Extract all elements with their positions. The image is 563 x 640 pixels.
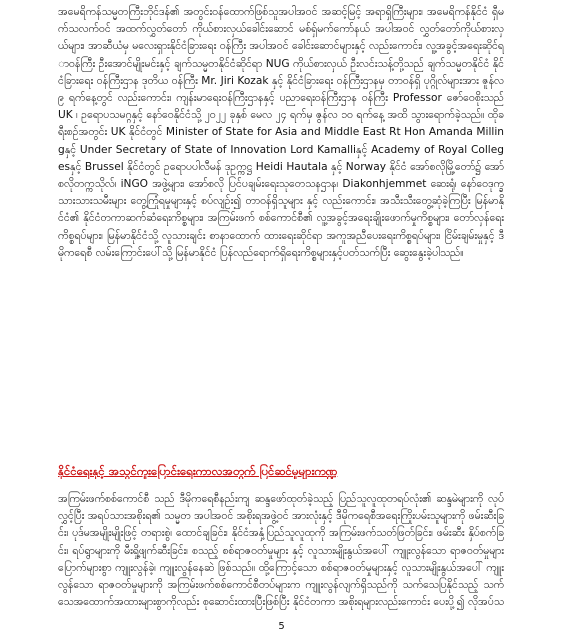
body-paragraph-transition: အကြမ်းဖက်စစ်ကောင်စီ သည် ဒီမိုကရေစီနည်းကျ ဆန္ဒဖော်ထုတ်ခဲ့သည့် ပြည်သူလူထုတရပ်လုံး၏ ဆန္ဒမဲများကို လုပ်လွှင့်ပြီး အရပ်သားအစိုးရ၏ သမ္မတ အပါအဝင် အစိုးရအဖွဲ့ဝင် အားလုံးနှင့် ဒီမိုကရေစီအရေးကြိုးပမ်းသူများကို ဖမ်းဆီးခြင်း၊ ပုဒ်မအမျိုးမျိုးဖြင့် တရားစွဲ၊ ထောင်ချခြင်း၊ နိုင်ငံအနှံ့ပြည်သူလူထုကို အကြမ်းဖက်သတ်ဖြတ်ခြင်း၊ ဖမ်းဆီး နှိပ်စက်ခြင်း၊ ရပ်ရွာများကို မီးရှို့ဖျက်ဆီးခြင်း၊ စသည့် စစ်ရာဇဝတ်မှုများ နှင့် လူသားမျိုးနွယ်အပေါ် ကျူးလွန်သော ရာဇဝတ်မှုများ ပြောက်များစွာ ကျူးလွန်ခဲ့၊ ကျူးလွန်နေဆဲ ဖြစ်သည်။ ထို့ကြောင့်သော စစ်ရာဇဝတ်မှုများနှင့် လူသားမျိုးနွယ်အပေါ် ကျူးလွန်သော ရာဇဝတ်မှုများကို အကြမ်းဖက်စစ်ကောင်စီတပ်များက ကျူးလွန်လျက်ရှိသည်ကို သက်သေပြနိုင်သည့် သက်သေအထောက်အထားများစွာကိုလည်း စုဆောင်းထားပြီးဖြစ်ပြီး နိုင်ငံတကာ အစိုးရများလည်းကောင်း ပေးပို့၍ လိုအပ်	[58, 493, 504, 609]
body-paragraph-meetings: အမေရိကန်သမ္မတကြီးဘိုင်ဒန်၏ အတွင်းဝန်ထောက်ဖြစ်သူအပါအဝင် အဆင့်မြင့် အရာရှိကြီးများ၊ အမေရိကန်နိုင်ငံ ရှီမက်သလက်ဝင် အထက်လွှတ်တော် ကိုယ်စားလှယ်ခေါင်းဆောင် မစ်ရှ်မက်ကော်နယ် အပါအဝင် လွှတ်တော်ကိုယ်စားလှယ်များ၊ အာဆီယံမှ မလေးရှားနိုင်ငံခြားရေး ဝန်ကြီး အပါအဝင် ခေါင်းဆောင်များနှင့် လည်းကောင်း၊ လူ့အခွင့်အရေးဆိုင်ရာဝန်ကြီး ဦးအောင်မျိုးမင်းနှင့် ချက်သမ္မတနိုင်ငံဆိုင်ရာ NUG ကိုယ်စားလှယ် ဦးလင်းသန့်တို့သည် ချက်သမ္မတနိုင်ငံ နိုင်ငံခြားရေး ဝန်ကြီးဌာန ဒုတိယ ဝန်ကြီး Mr. Jiri Kozak နှင့် နိုင်ငံခြားရေး ဝန်ကြီးဌာနမှ တာဝန်ရှိ ပုဂ္ဂိုလ်များအား ဇူန်လ ၉ ရက်နေ့တွင် လည်းကောင်း၊ ကျန်းမာရေးဝန်ကြီးဌာနနှင့် ပညာရေးဝန်ကြီးဌာန ဝန်ကြီး Professor ဇော်ဝေစိုးသည် UK ၊ ဥရောပသမဂ္ဂနှင့် နော်ဝေနိုင်ငံသို့ ၂၀၂၂ ခုနှစ် မေလ ၂၄ ရက်မှ ဇွန်လ ၁၀ ရက်နေ့ အထိ သွားရောက်ခဲ့သည်။ ထိုခရီးစဉ်အတွင်း UK နိုင်ငံတွင် Minister of State for Asia and Middle East Rt Hon Amanda Millingနှင့် Under Secretary of State of Innovation Lord Kamalliနှင့် Academy of Royal Collegesနှင့် Brussel နိုင်ငံတွင် ဥရောပပါလီမန် ဒုဥက္ကဋ္ဌ Heidi Hautala နှင့် Norway နိုင်ငံ အော်စလိုမြို့တော်၌ အော်စလိုတက္ကသိုလ်၊ iNGO အဖွဲ့များ၊ အော်စလို ပြင်ပချမ်းရေးသုတေသနဌာန၊ Diakonhjemmet ဆေးရုံ၊ နော်ဝေဒုက္ခသားသားသမီးများ တွေ့ကြုံရမှုများနှင့် စပ်လျဉ်း၍ တာဝန်ရှိသူများ နှင့် လည်းကောင်း၊ အသီးသီးတွေ့ဆုံခဲ့ကြပြီး မြန်မာနိုင်ငံ၏ နိုင်ငံတကာဆက်ဆံရေးကိစ္စများ၊ အကြမ်းဖက် စစ်ကောင်စီ၏ လူ့အခွင့်အရေးချိုးဖောက်မှုကိစ္စများ၊ တော်လှန်ရေးကိစ္စရပ်များ၊ မြန်မာနိုင်ငံသို့ လူသားချင်း စာနာထောက် ထားရေးဆိုင်ရာ အကူအညီပေးရေးကိစ္စရပ်များ၊ ငြိမ်းချမ်းမှုနှင့် ဒီမိုကရေစီ လမ်းကြောင်းပေါ်သို့ မြန်မာနိုင်ငံ ပြန်လည်ရောက်ရှိရေးကိစ္စများနှင့်ပတ်သက်ပြီး ဆွေးနွေးခဲ့ပါသည်။	[58, 6, 504, 259]
page-number: 5	[278, 621, 285, 632]
section-heading: နိုင်ငံရေးနှင့် အသွင်ကူးပြောင်းရေးကာလအတွက် ပြင်ဆင်မှုများကဏ္ဍ	[58, 464, 338, 478]
